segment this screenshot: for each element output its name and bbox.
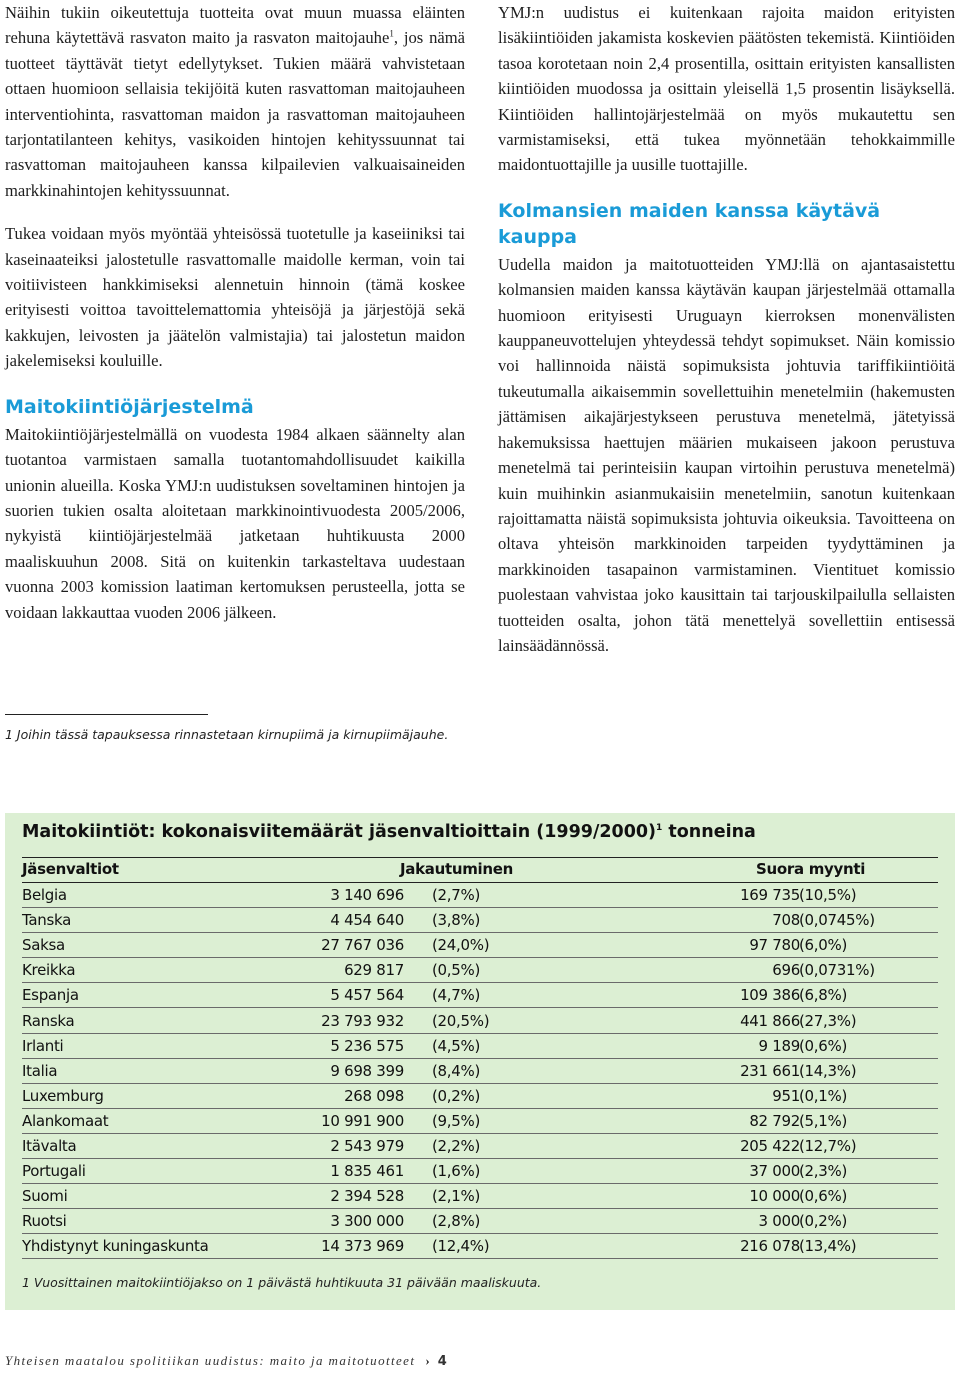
section-heading-third-country-trade: Kolmansien maiden kanssa käytävä kauppa [498,199,881,248]
table-row [22,1234,938,1259]
table-row [22,1134,938,1159]
cell-country: Yhdistynyt kuningaskunta [22,1237,209,1256]
cell-distribution-percent: (24,0%) [432,936,490,955]
cell-country: Portugali [22,1162,86,1181]
cell-country: Ruotsi [22,1212,67,1231]
cell-country: Espanja [22,986,79,1005]
footnote: 1 Joihin tässä tapauksessa rinnastetaan kirnupiimä ja kirnupiimäjauhe. [5,727,449,742]
cell-country: Belgia [22,886,67,904]
cell-country: Italia [22,1061,58,1080]
column-header-direct-sales: Suora myynti [756,860,866,878]
right-column [498,0,955,658]
cell-distribution: 3 300 000 [330,1212,404,1231]
cell-direct-sales: 109 386 [740,986,800,1005]
table-row [22,958,938,983]
cell-distribution-percent: (0,2%) [432,1086,481,1105]
paragraph-third-country-trade: Uudella maidon ja maitotuotteiden YMJ:llä on ajantasaistettu kolmansien maiden kanssa käytävän kaupan järjestelmää ottamalla huomioon erityisesti Uruguayn kierroksen monenvälisten kauppaneuvottelujen yhteydessä tehdyt sopimukset. Näin komissio voi hallinnoida näistä sopimuksista johtuvia tariffikiintiöitä tukeutumalla aikaisemmin sovellettuihin menetelmiin (hakemusten jättämisen aikajärjestykseen perustuva menetelmä, jätetyissä hakemuksissa haettujen määrien mukaiseen jakoon perustuva menetelmä tai perinteisiin kaupan virtoihin perustuva menetelmä) kuin muihinkin asianmukaisiin menetelmiin, sanotun kuitenkaan rajoittamatta näistä sopimuksista johtuvia oikeuksia. Tavoitteena on oltava yhteisön markkinoiden tarpeiden tyydyttäminen ja markkinoiden tasapainon varmistaminen. Vientituet komissio puolestaan vahvistaa joko kausittain tai tarjouskilpailulla sellaisten tuotteiden osalta, johon tätä menettelyä sovellettiin entisessä lainsäädännössä. [498,254,955,655]
cell-direct-sales: 441 866 [740,1011,800,1030]
cell-distribution: 23 793 932 [321,1011,404,1030]
column-header-country: Jäsenvaltiot [22,860,119,878]
cell-direct-sales: 708 [772,911,800,930]
cell-distribution: 3 140 696 [330,886,404,904]
cell-direct-sales-percent: (0,6%) [799,1187,848,1206]
section-heading-quota-system: Maitokiintiöjärjestelmä [5,395,254,418]
cell-direct-sales-percent: (12,7%) [799,1137,857,1155]
cell-country: Suomi [22,1187,68,1206]
cell-distribution-percent: (20,5%) [432,1011,490,1030]
paragraph-casein-aid: Tukea voidaan myös myöntää yhteisössä tuotetulle ja kaseiiniksi tai kaseinaateiksi jalostetulle rasvattomalle maidolle kerman, voin tai voitiivisteen hankkimiseksi alennetuin hinnoin (tämä koskee erityisesti voittoa tavoittelemattomia yhteisöjä ja järjestöjä sekä kakkujen, leivosten ja jäätelön valmistajia) tai jalostetun maidon jakelemiseksi kouluille. [5,224,465,371]
cell-direct-sales: 97 780 [749,936,800,955]
cell-distribution-percent: (2,1%) [432,1187,481,1206]
table-row [22,983,938,1008]
cell-distribution-percent: (0,5%) [432,961,481,980]
footnote-divider [5,714,208,715]
cell-distribution: 2 394 528 [330,1187,404,1206]
cell-direct-sales-percent: (6,8%) [799,986,848,1005]
cell-direct-sales-percent: (2,3%) [799,1162,848,1181]
table-row [22,1109,938,1134]
table-row [22,1059,938,1084]
cell-direct-sales: 9 189 [758,1036,800,1055]
cell-country: Kreikka [22,961,76,980]
cell-distribution: 10 991 900 [321,1111,404,1130]
cell-direct-sales: 10 000 [749,1187,800,1206]
cell-distribution: 5 457 564 [330,986,404,1005]
table-title-unit: tonneina [662,822,756,842]
cell-direct-sales: 205 422 [740,1137,800,1155]
table-row [22,1209,938,1234]
table-title-footnote-marker: 1 [656,823,663,834]
page-footer [5,1353,447,1369]
table-title [22,822,756,842]
cell-distribution: 9 698 399 [330,1061,404,1080]
cell-distribution: 5 236 575 [330,1036,404,1055]
cell-direct-sales: 169 735 [740,886,800,904]
cell-country: Ranska [22,1011,75,1030]
cell-distribution: 268 098 [344,1086,404,1105]
cell-distribution: 4 454 640 [330,911,404,930]
cell-distribution: 629 817 [344,961,404,980]
cell-distribution-percent: (1,6%) [432,1162,481,1181]
cell-direct-sales-percent: (13,4%) [799,1237,857,1256]
cell-distribution: 14 373 969 [321,1237,404,1256]
chevron-right-icon: › [425,1353,430,1368]
table-row [22,908,938,933]
cell-direct-sales-percent: (14,3%) [799,1061,857,1080]
paragraph-quota-system: Maitokiintiöjärjestelmällä on vuodesta 1984 alkaen säännelty alan tuotantoa varmistaen samalla tuotantomahdollisuudet kaikilla unionin alueilla. Koska YMJ:n uudistuksen soveltaminen hintojen ja suorien tukien osalta aloitetaan markkinointivuodesta 2005/2006, nykyistä kiintiöjärjestelmää jatketaan huhtikuusta 2000 maaliskuuhun 2008. Sitä on kuitenkin tarkasteltava uudestaan vuonna 2003 komission laatiman kertomuksen perusteella, jotta se voidaan lakkauttaa vuoden 2006 jälkeen. [5,424,465,622]
cell-distribution-percent: (4,7%) [432,986,481,1005]
cell-direct-sales-percent: (0,6%) [799,1036,848,1055]
paragraph-quota-reform: YMJ:n uudistus ei kuitenkaan rajoita maidon erityisten lisäkiintiöiden jakamista koskevien päätösten tekemistä. Kiintiöiden tasoa korotetaan noin 2,4 prosentilla, osittain erityisten kansallisten kiintiöiden muodossa ja osittain yleisellä 1,5 prosentin lisäyksellä. Kiintiöiden hallintojärjestelmää on myös mukautettu sen varmistamiseksi, että tukea myönnetään tehokkaimmille maidontuottajille ja uusille tuottajille. [498,3,955,175]
cell-direct-sales-percent: (0,2%) [799,1212,848,1231]
cell-distribution-percent: (4,5%) [432,1036,481,1055]
quota-table-box [5,813,955,1310]
page-number: 4 [437,1354,447,1369]
table-row [22,1009,938,1034]
paragraph-text: , jos nämä tuotteet täyttävät tietyt edellytykset. Tukien määrä vahvistetaan ottaen huomioon sellaisia tekijöitä kuten rasvattoman maitojauheen interventiohinta, rasvattoman maidon ja rasvattoman maitojauheen tarjontatilanteen kehitys, vasikoiden hintojen kehityssuunnat tai rasvattoman maitojauheen kanssa kilpailevien valkuaisaineiden markkinahintojen kehityssuunnat. [5,28,466,200]
table-header-top-rule [22,857,938,858]
cell-distribution: 1 835 461 [330,1162,404,1181]
cell-distribution-percent: (12,4%) [432,1237,490,1256]
cell-country: Alankomaat [22,1111,109,1130]
row-divider [22,1258,938,1259]
cell-direct-sales-percent: (0,0731%) [799,961,875,980]
column-header-distribution: Jakautuminen [400,860,514,878]
cell-distribution-percent: (8,4%) [432,1061,481,1080]
cell-direct-sales-percent: (0,1%) [799,1086,848,1105]
cell-distribution-percent: (2,7%) [432,886,481,904]
cell-distribution-percent: (2,2%) [432,1137,481,1155]
cell-country: Tanska [22,911,72,930]
table-title-text: Maitokiintiöt: kokonaisviitemäärät jäsenvaltioittain (1999/2000) [22,822,657,842]
cell-direct-sales-percent: (5,1%) [799,1111,848,1130]
table-footnote: 1 Vuosittainen maitokiintiöjakso on 1 päivästä huhtikuuta 31 päivään maaliskuuta. [22,1275,542,1290]
cell-distribution: 27 767 036 [321,936,404,955]
footer-title: Yhteisen maatalou spolitiikan uudistus: maito ja maitotuotteet [5,1353,416,1368]
cell-direct-sales-percent: (10,5%) [799,886,857,904]
cell-direct-sales: 216 078 [740,1237,800,1256]
cell-direct-sales: 951 [772,1086,800,1105]
cell-distribution-percent: (2,8%) [432,1212,481,1231]
paragraph-text: Näihin tukiin oikeutettuja tuotteita ovat muun muassa eläinten rehuna käytettävä rasvaton maito ja rasvaton maitojauhe [5,3,465,48]
left-column [5,0,465,625]
cell-country: Itävalta [22,1137,77,1155]
cell-direct-sales: 37 000 [749,1162,800,1181]
cell-direct-sales: 82 792 [749,1111,800,1130]
table-row [22,1159,938,1184]
cell-distribution: 2 543 979 [330,1137,404,1155]
paragraph-subsidies [5,0,465,203]
cell-direct-sales: 231 661 [740,1061,800,1080]
table-row [22,883,938,908]
cell-direct-sales-percent: (0,0745%) [799,911,875,930]
cell-direct-sales: 3 000 [758,1212,800,1231]
cell-direct-sales-percent: (6,0%) [799,936,848,955]
cell-direct-sales: 696 [772,961,800,980]
table-row [22,933,938,958]
cell-distribution-percent: (9,5%) [432,1111,481,1130]
cell-direct-sales-percent: (27,3%) [799,1011,857,1030]
table-row [22,1184,938,1209]
cell-country: Saksa [22,936,65,955]
table-row [22,1034,938,1059]
table-row [22,1084,938,1109]
cell-country: Luxemburg [22,1086,104,1105]
cell-country: Irlanti [22,1036,64,1055]
footnote-marker: 1 [389,28,394,39]
cell-distribution-percent: (3,8%) [432,911,481,930]
